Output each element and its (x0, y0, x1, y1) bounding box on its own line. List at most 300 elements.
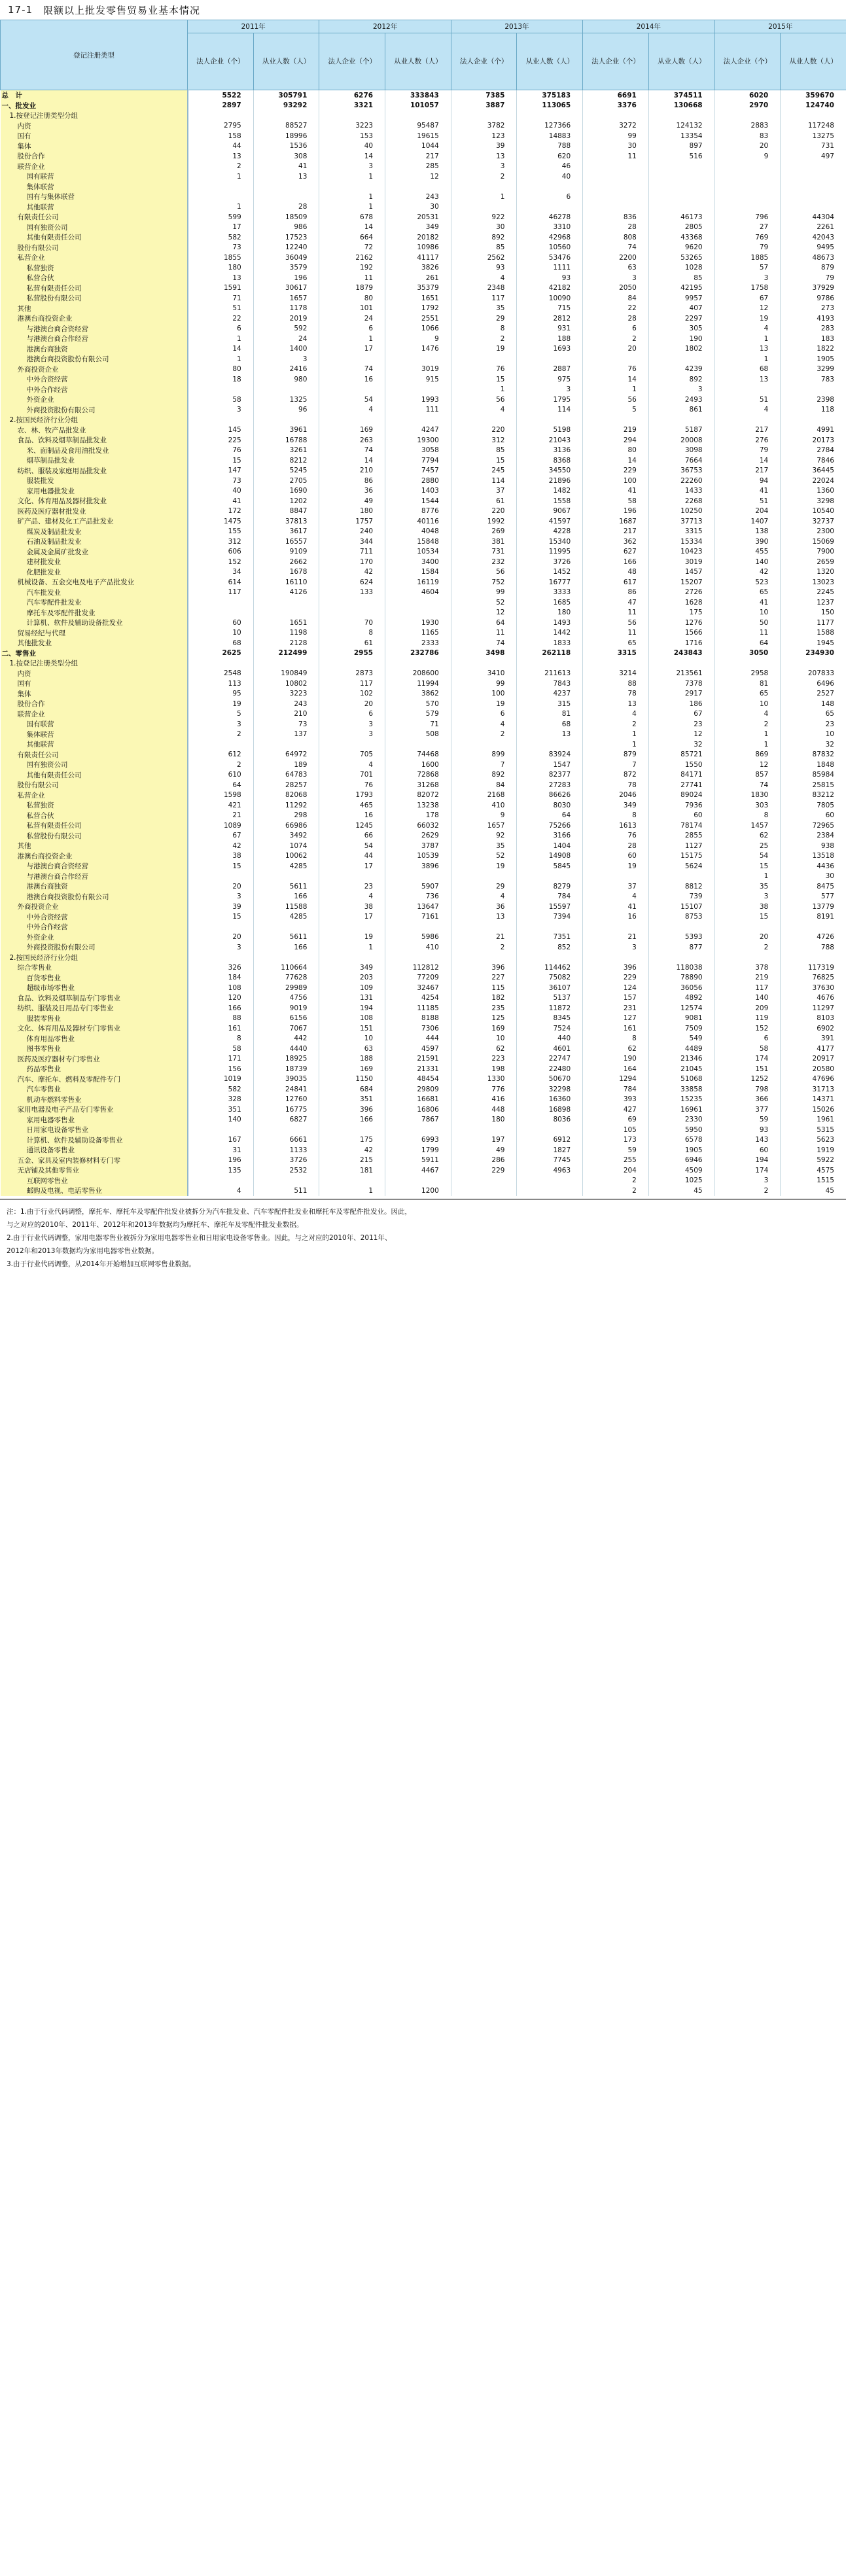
table-row (1, 577, 846, 588)
enterprise-count-cell: 37 (451, 486, 517, 497)
enterprise-count-cell: 99 (583, 131, 649, 141)
employee-count-cell (385, 608, 451, 618)
enterprise-count-cell: 15 (188, 861, 254, 872)
enterprise-count-cell: 2348 (451, 283, 517, 294)
enterprise-count-cell: 59 (714, 1115, 781, 1125)
employee-count-cell: 5315 (781, 1125, 846, 1135)
employee-count-cell: 29989 (253, 983, 319, 993)
enterprise-count-cell: 1885 (714, 253, 781, 263)
row-label: 通讯设备零售业 (1, 1145, 188, 1156)
employee-count-cell: 2261 (781, 222, 846, 233)
enterprise-count-cell (451, 415, 517, 425)
enterprise-count-cell: 235 (451, 1003, 517, 1014)
enterprise-count-cell: 5 (188, 709, 254, 720)
employee-count-cell: 48454 (385, 1074, 451, 1085)
row-label: 互联网零售业 (1, 1176, 188, 1186)
table-row (1, 811, 846, 821)
table-row (1, 395, 846, 405)
employee-count-cell: 16898 (517, 1104, 583, 1115)
table-row (1, 516, 846, 527)
row-label: 国有独资公司 (1, 760, 188, 770)
employee-count-cell: 32 (781, 739, 846, 750)
table-row (1, 618, 846, 628)
enterprise-count-cell: 3498 (451, 648, 517, 659)
table-row (1, 313, 846, 324)
data-table (0, 20, 846, 1196)
employee-count-cell: 111 (385, 405, 451, 415)
employee-count-cell: 2880 (385, 476, 451, 486)
employee-count-cell: 261 (385, 273, 451, 283)
employee-count-cell: 113065 (517, 101, 583, 111)
employee-count-cell: 2300 (781, 527, 846, 537)
employee-count-cell: 93 (517, 273, 583, 283)
table-row (1, 121, 846, 132)
employee-count-cell: 114462 (517, 962, 583, 973)
employee-count-cell: 4892 (648, 993, 714, 1004)
table-row (1, 476, 846, 486)
employee-count-cell: 511 (253, 1186, 319, 1196)
employee-count-cell: 9786 (781, 293, 846, 304)
table-row (1, 973, 846, 983)
row-label: 港澳台商投资股份有限公司 (1, 354, 188, 364)
employee-count-cell: 1544 (385, 496, 451, 506)
enterprise-count-cell: 151 (714, 1064, 781, 1074)
row-label: 外资企业 (1, 395, 188, 405)
row-label: 集体联营 (1, 182, 188, 192)
enterprise-count-cell: 51 (714, 496, 781, 506)
page-title: 限额以上批发零售贸易业基本情况 (43, 4, 201, 16)
year-header: 2014年 (583, 20, 714, 33)
row-label: 国有独资公司 (1, 222, 188, 233)
employee-count-cell: 4489 (648, 1044, 714, 1054)
enterprise-count-cell: 80 (319, 293, 385, 304)
enterprise-count-cell: 44 (319, 851, 385, 862)
row-label: 私营有限责任公司 (1, 283, 188, 294)
employee-count-cell: 1025 (648, 1176, 714, 1186)
enterprise-count-cell (451, 658, 517, 669)
enterprise-count-cell: 20 (319, 699, 385, 709)
enterprise-count-cell: 3050 (714, 648, 781, 659)
employee-count-cell (385, 1176, 451, 1186)
table-row (1, 922, 846, 932)
enterprise-count-cell: 210 (319, 466, 385, 476)
table-row (1, 1044, 846, 1054)
employee-count-cell: 6912 (517, 1135, 583, 1146)
employee-count-cell (781, 182, 846, 192)
enterprise-count-cell: 7385 (451, 90, 517, 101)
enterprise-count-cell: 38 (319, 902, 385, 912)
footnote-line: 与之对应的2010年、2011年、2012年和2013年数据均为摩托车、摩托车及零配件批发业数据。 (7, 1220, 304, 1229)
table-row (1, 1115, 846, 1125)
table-row (1, 730, 846, 740)
enterprise-count-cell: 54 (319, 395, 385, 405)
enterprise-count-cell (188, 182, 254, 192)
enterprise-count-cell: 62 (583, 1044, 649, 1054)
enterprise-count-cell: 10 (188, 628, 254, 639)
enterprise-count-cell: 410 (451, 800, 517, 811)
enterprise-count-cell: 1657 (451, 820, 517, 831)
enterprise-count-cell: 120 (188, 993, 254, 1004)
employee-count-cell: 32737 (781, 516, 846, 527)
employee-count-cell: 42968 (517, 232, 583, 243)
employee-count-cell: 3492 (253, 831, 319, 841)
employee-count-cell: 127366 (517, 121, 583, 132)
employee-count-cell: 8368 (517, 455, 583, 466)
employee-count-cell: 21346 (648, 1054, 714, 1065)
employee-count-cell: 10986 (385, 243, 451, 253)
enterprise-count-cell: 67 (714, 293, 781, 304)
enterprise-count-cell (188, 922, 254, 932)
employee-count-cell: 28257 (253, 780, 319, 790)
employee-count-cell: 1044 (385, 141, 451, 152)
employee-count-cell: 1178 (253, 304, 319, 314)
employee-count-cell: 207833 (781, 669, 846, 679)
employee-count-cell: 15597 (517, 902, 583, 912)
row-label: 百货零售业 (1, 973, 188, 983)
employee-count-cell: 516 (648, 151, 714, 162)
employee-count-cell: 407 (648, 304, 714, 314)
employee-count-cell: 13647 (385, 902, 451, 912)
employee-count-cell: 4991 (781, 425, 846, 436)
employee-count-cell: 16806 (385, 1104, 451, 1115)
row-label: 其他有限责任公司 (1, 232, 188, 243)
employee-count-cell: 15069 (781, 537, 846, 547)
employee-count-cell: 273 (781, 304, 846, 314)
enterprise-count-cell: 2883 (714, 121, 781, 132)
enterprise-count-cell: 8 (583, 1034, 649, 1044)
employee-count-cell: 189 (253, 760, 319, 770)
enterprise-count-cell: 93 (714, 1125, 781, 1135)
enterprise-count-cell: 64 (714, 638, 781, 648)
enterprise-count-cell: 153 (319, 131, 385, 141)
enterprise-count-cell: 14 (714, 455, 781, 466)
employee-count-cell: 7524 (517, 1023, 583, 1034)
table-row (1, 638, 846, 648)
table-row (1, 486, 846, 497)
employee-count-cell: 6902 (781, 1023, 846, 1034)
enterprise-count-cell: 17 (319, 912, 385, 923)
table-row (1, 90, 846, 101)
employee-count-cell: 4509 (648, 1165, 714, 1176)
employee-count-cell: 374511 (648, 90, 714, 101)
row-label: 其他批发业 (1, 638, 188, 648)
employee-count-cell: 75082 (517, 973, 583, 983)
employee-count-cell (253, 953, 319, 963)
enterprise-count-cell: 209 (714, 1003, 781, 1014)
enterprise-count-cell: 808 (583, 232, 649, 243)
table-number: 17-1 (8, 4, 33, 16)
enterprise-count-cell: 17 (319, 861, 385, 872)
employee-count-cell: 7306 (385, 1023, 451, 1034)
enterprise-count-cell (583, 922, 649, 932)
table-row (1, 527, 846, 537)
enterprise-count-cell: 74 (319, 364, 385, 375)
enterprise-count-cell: 13 (714, 374, 781, 385)
employee-count-cell: 1628 (648, 597, 714, 608)
enterprise-count-cell: 22 (583, 304, 649, 314)
employee-count-cell: 83924 (517, 750, 583, 760)
employee-count-cell: 877 (648, 942, 714, 953)
employee-count-cell: 1657 (253, 293, 319, 304)
enterprise-count-cell: 175 (319, 1135, 385, 1146)
employee-count-cell: 315 (517, 699, 583, 709)
employee-count-cell (648, 202, 714, 213)
employee-count-cell: 20008 (648, 435, 714, 446)
employee-count-cell: 4285 (253, 912, 319, 923)
employee-count-cell: 1588 (781, 628, 846, 639)
enterprise-count-cell: 105 (583, 1125, 649, 1135)
employee-count-cell: 39035 (253, 1074, 319, 1085)
employee-count-cell: 18996 (253, 131, 319, 141)
enterprise-count-cell: 10 (319, 1034, 385, 1044)
employee-count-cell: 2629 (385, 831, 451, 841)
row-label: 1.按登记注册类型分组 (1, 658, 188, 669)
enterprise-count-cell: 155 (188, 527, 254, 537)
employee-count-cell: 10062 (253, 851, 319, 862)
employee-count-cell: 78890 (648, 973, 714, 983)
employee-count-cell: 5922 (781, 1156, 846, 1166)
enterprise-count-cell: 79 (714, 243, 781, 253)
enterprise-count-cell: 69 (583, 1115, 649, 1125)
enterprise-count-cell: 56 (451, 395, 517, 405)
row-label: 二、零售业 (1, 648, 188, 659)
employee-count-cell: 19300 (385, 435, 451, 446)
employee-count-cell (517, 354, 583, 364)
enterprise-count-cell: 74 (319, 446, 385, 456)
enterprise-count-cell: 108 (188, 983, 254, 993)
employee-count-cell: 784 (517, 892, 583, 902)
row-label: 国有与集体联营 (1, 192, 188, 202)
enterprise-count-cell: 164 (583, 1064, 649, 1074)
enterprise-count-cell: 8 (451, 324, 517, 334)
enterprise-count-cell: 100 (583, 476, 649, 486)
employee-count-cell: 101057 (385, 101, 451, 111)
employee-count-cell: 1547 (517, 760, 583, 770)
enterprise-count-cell: 2168 (451, 790, 517, 801)
enterprise-count-cell: 1992 (451, 516, 517, 527)
enterprise-count-cell: 76 (583, 364, 649, 375)
employee-count-cell: 8776 (385, 506, 451, 517)
enterprise-count-cell: 39 (188, 902, 254, 912)
enterprise-count-cell (451, 202, 517, 213)
employee-count-cell: 1457 (648, 567, 714, 578)
enterprise-count-cell (583, 182, 649, 192)
employee-count-cell: 1074 (253, 841, 319, 851)
row-label: 中外合作经营 (1, 922, 188, 932)
employee-count-cell: 22747 (517, 1054, 583, 1065)
enterprise-count-cell: 13 (451, 912, 517, 923)
enterprise-count-cell: 15 (188, 912, 254, 923)
row-label: 与港澳台商合资经营 (1, 324, 188, 334)
enterprise-count-cell: 15 (188, 455, 254, 466)
enterprise-count-cell: 582 (188, 1084, 254, 1095)
enterprise-count-cell: 1407 (714, 516, 781, 527)
enterprise-count-cell: 1 (319, 171, 385, 182)
enterprise-count-cell: 74 (583, 243, 649, 253)
enterprise-count-cell: 9 (714, 151, 781, 162)
employee-count-cell: 20580 (781, 1064, 846, 1074)
employee-count-cell: 31713 (781, 1084, 846, 1095)
enterprise-count-cell: 1 (319, 202, 385, 213)
employee-count-cell: 3223 (253, 689, 319, 699)
employee-count-cell: 6 (517, 192, 583, 202)
enterprise-count-cell: 836 (583, 212, 649, 222)
employee-count-cell: 1716 (648, 638, 714, 648)
employee-count-cell: 166 (253, 942, 319, 953)
employee-count-cell: 4285 (253, 861, 319, 872)
employee-count-cell: 7161 (385, 912, 451, 923)
table-row (1, 881, 846, 892)
enterprise-count-cell: 169 (319, 425, 385, 436)
employee-count-cell (517, 739, 583, 750)
enterprise-count-cell: 117 (188, 588, 254, 598)
employee-count-cell: 117319 (781, 962, 846, 973)
employee-count-cell: 64972 (253, 750, 319, 760)
employee-count-cell: 2333 (385, 638, 451, 648)
employee-count-cell: 783 (781, 374, 846, 385)
enterprise-count-cell: 76 (188, 446, 254, 456)
row-label: 国有联营 (1, 171, 188, 182)
enterprise-count-cell: 1 (188, 171, 254, 182)
enterprise-count-cell: 3272 (583, 121, 649, 132)
table-row (1, 628, 846, 639)
enterprise-count-cell: 4 (583, 892, 649, 902)
enterprise-count-cell: 1 (188, 202, 254, 213)
employee-count-cell (781, 922, 846, 932)
employee-count-cell: 4247 (385, 425, 451, 436)
enterprise-count-cell: 2 (451, 171, 517, 182)
employee-count-cell: 3058 (385, 446, 451, 456)
employee-count-cell: 1476 (385, 344, 451, 355)
enterprise-count-cell: 131 (319, 993, 385, 1004)
row-label: 股份合作 (1, 699, 188, 709)
enterprise-count-cell: 229 (451, 1165, 517, 1176)
table-row (1, 953, 846, 963)
enterprise-count-cell: 1 (714, 739, 781, 750)
employee-count-cell: 1433 (648, 486, 714, 497)
employee-count-cell: 3299 (781, 364, 846, 375)
employee-count-cell: 6946 (648, 1156, 714, 1166)
enterprise-count-cell: 76 (451, 364, 517, 375)
enterprise-count-cell: 181 (319, 1165, 385, 1176)
employee-count-cell: 1795 (517, 395, 583, 405)
employee-count-cell: 1066 (385, 324, 451, 334)
employee-count-cell: 1177 (781, 618, 846, 628)
enterprise-count-cell: 197 (451, 1135, 517, 1146)
enterprise-count-cell: 899 (451, 750, 517, 760)
employee-count-cell: 53476 (517, 253, 583, 263)
employee-count-cell: 85721 (648, 750, 714, 760)
employee-count-cell: 243 (385, 192, 451, 202)
employee-count-cell: 5198 (517, 425, 583, 436)
employee-count-cell: 148 (781, 699, 846, 709)
enterprise-count-cell: 3 (188, 405, 254, 415)
row-label: 邮购及电视、电话零售业 (1, 1186, 188, 1196)
table-row (1, 719, 846, 730)
row-label: 港澳台商投资企业 (1, 851, 188, 862)
employee-count-cell: 6578 (648, 1135, 714, 1146)
employee-count-cell: 12240 (253, 243, 319, 253)
enterprise-count-cell: 3315 (583, 648, 649, 659)
enterprise-count-cell: 349 (583, 800, 649, 811)
enterprise-count-cell (451, 1125, 517, 1135)
employee-count-cell: 118038 (648, 962, 714, 973)
row-label: 汽车零售业 (1, 1084, 188, 1095)
employee-count-cell: 13275 (781, 131, 846, 141)
employee-count-cell: 577 (781, 892, 846, 902)
enterprise-count-cell: 4 (451, 405, 517, 415)
employee-count-cell (648, 111, 714, 121)
employee-count-cell: 12760 (253, 1095, 319, 1105)
row-label: 建材批发业 (1, 557, 188, 567)
row-label: 纺织、服装及家庭用品批发业 (1, 466, 188, 476)
employee-count-cell: 1403 (385, 486, 451, 497)
employee-count-cell: 3 (253, 354, 319, 364)
table-row (1, 841, 846, 851)
employee-count-cell: 1442 (517, 628, 583, 639)
employee-count-cell: 41 (253, 162, 319, 172)
employee-count-cell: 66032 (385, 820, 451, 831)
row-label: 股份有限公司 (1, 780, 188, 790)
enterprise-count-cell: 36 (319, 486, 385, 497)
enterprise-count-cell: 351 (188, 1104, 254, 1115)
employee-count-cell: 3098 (648, 446, 714, 456)
enterprise-count-cell: 606 (188, 547, 254, 557)
table-row (1, 171, 846, 182)
employee-count-cell: 20182 (385, 232, 451, 243)
employee-count-cell: 21331 (385, 1064, 451, 1074)
employee-count-cell: 77209 (385, 973, 451, 983)
enterprise-count-cell: 8 (583, 811, 649, 821)
table-row (1, 151, 846, 162)
enterprise-count-cell: 1591 (188, 283, 254, 294)
enterprise-count-cell: 1 (319, 192, 385, 202)
employee-count-cell: 1550 (648, 760, 714, 770)
row-label: 国有 (1, 131, 188, 141)
employee-count-cell: 13518 (781, 851, 846, 862)
employee-count-cell: 3019 (648, 557, 714, 567)
employee-count-cell: 67 (648, 709, 714, 720)
enterprise-count-cell: 416 (451, 1095, 517, 1105)
table-row (1, 324, 846, 334)
employee-count-cell: 10540 (781, 506, 846, 517)
employee-count-cell (253, 415, 319, 425)
employee-count-cell: 150 (781, 608, 846, 618)
enterprise-count-cell: 6 (714, 1034, 781, 1044)
employee-count-cell: 11292 (253, 800, 319, 811)
enterprise-count-cell: 3 (319, 730, 385, 740)
enterprise-count-cell: 294 (583, 435, 649, 446)
employee-count-cell (385, 658, 451, 669)
employee-count-cell: 65 (781, 709, 846, 720)
employee-count-cell: 1536 (253, 141, 319, 152)
employee-count-cell (385, 953, 451, 963)
enterprise-count-cell: 582 (188, 232, 254, 243)
enterprise-count-cell: 377 (714, 1104, 781, 1115)
employee-count-cell: 1651 (385, 293, 451, 304)
enterprise-count-cell: 52 (451, 597, 517, 608)
employee-count-cell (781, 162, 846, 172)
employee-count-cell (253, 739, 319, 750)
employee-count-cell: 10 (781, 730, 846, 740)
row-label: 石油及制品批发业 (1, 537, 188, 547)
enterprise-count-cell (188, 597, 254, 608)
enterprise-count-cell: 9 (451, 811, 517, 821)
employee-count-cell: 47696 (781, 1074, 846, 1085)
enterprise-count-cell: 448 (451, 1104, 517, 1115)
employee-count-cell: 16110 (253, 577, 319, 588)
employee-count-cell: 2705 (253, 476, 319, 486)
